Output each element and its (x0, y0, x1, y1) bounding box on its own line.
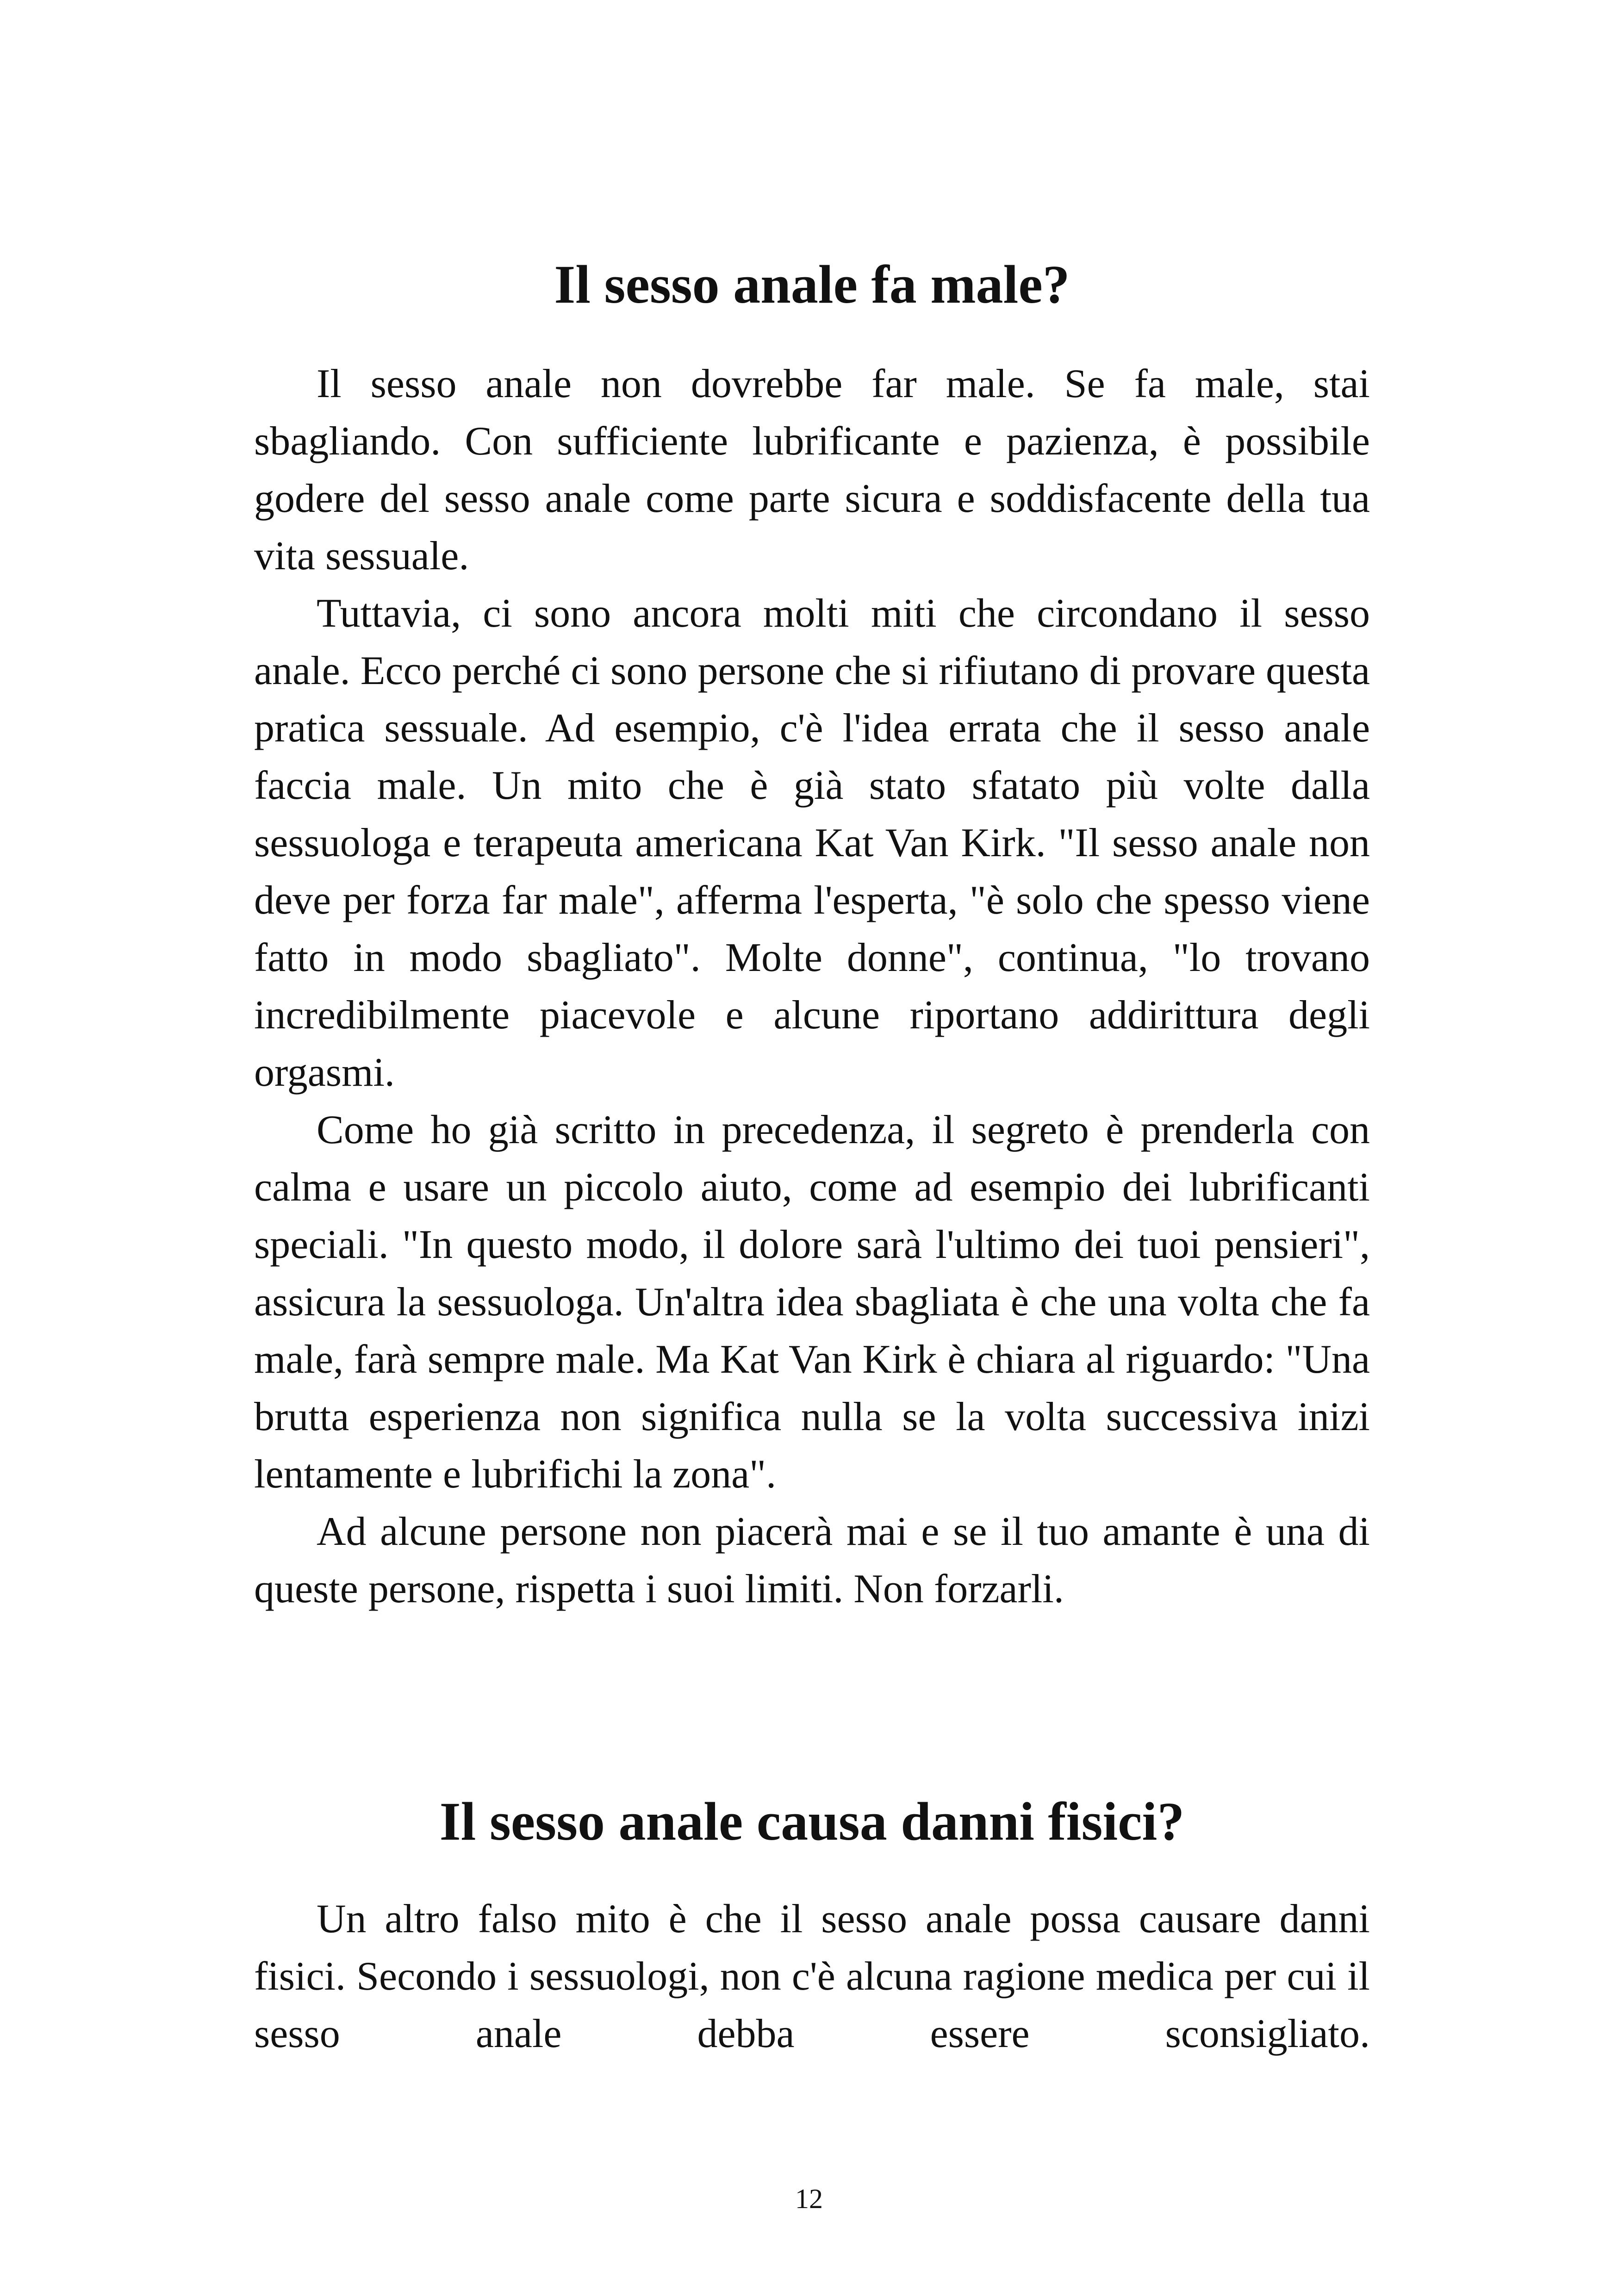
section-heading: Il sesso anale fa male? (554, 254, 1070, 315)
body-paragraph: Ad alcune persone non piacerà mai e se il tuo amante è una di queste persone, rispetta i suoi limiti. Non forzarli. (254, 1509, 1370, 1612)
section-body (254, 1891, 1370, 2063)
body-paragraph: Un altro falso mito è che il sesso anale possa causare danni fisici. Secondo i sessuologi, non c'è alcuna ragione medica per cui il sesso anale debba essere sconsigliato. (254, 1897, 1370, 2056)
section-heading: Il sesso anale causa danni fisici? (439, 1791, 1185, 1852)
body-paragraph: Il sesso anale non dovrebbe far male. Se fa male, stai sbagliando. Con sufficiente lubrificante e pazienza, è possibile godere del sesso anale come parte sicura e soddisfacente della tua vita sessuale. (254, 361, 1370, 579)
body-paragraph: Come ho già scritto in precedenza, il segreto è prenderla con calma e usare un piccolo aiuto, come ad esempio dei lubrificanti speciali. "In questo modo, il dolore sarà l'ultimo dei tuoi pensieri", assicura la sessuologa. Un'altra idea sbagliata è che una volta che fa male, farà sempre male. Ma Kat Van Kirk è chiara al riguardo: "Una brutta esperienza non significa nulla se la volta successiva inizi lentamente e lubrifichi la zona". (254, 1108, 1370, 1497)
section-body (254, 355, 1370, 1618)
body-paragraph: Tuttavia, ci sono ancora molti miti che circondano il sesso anale. Ecco perché ci sono persone che si rifiutano di provare questa pratica sessuale. Ad esempio, c'è l'idea errata che il sesso anale faccia male. Un mito che è già stato sfatato più volte dalla sessuologa e terapeuta americana Kat Van Kirk. "Il sesso anale non deve per forza far male", afferma l'esperta, "è solo che spesso viene fatto in modo sbagliato". Molte donne", continua, "lo trovano incredibilmente piacevole e alcune riportano addirittura degli orgasmi. (254, 591, 1370, 1095)
page-number: 12 (795, 2184, 823, 2214)
